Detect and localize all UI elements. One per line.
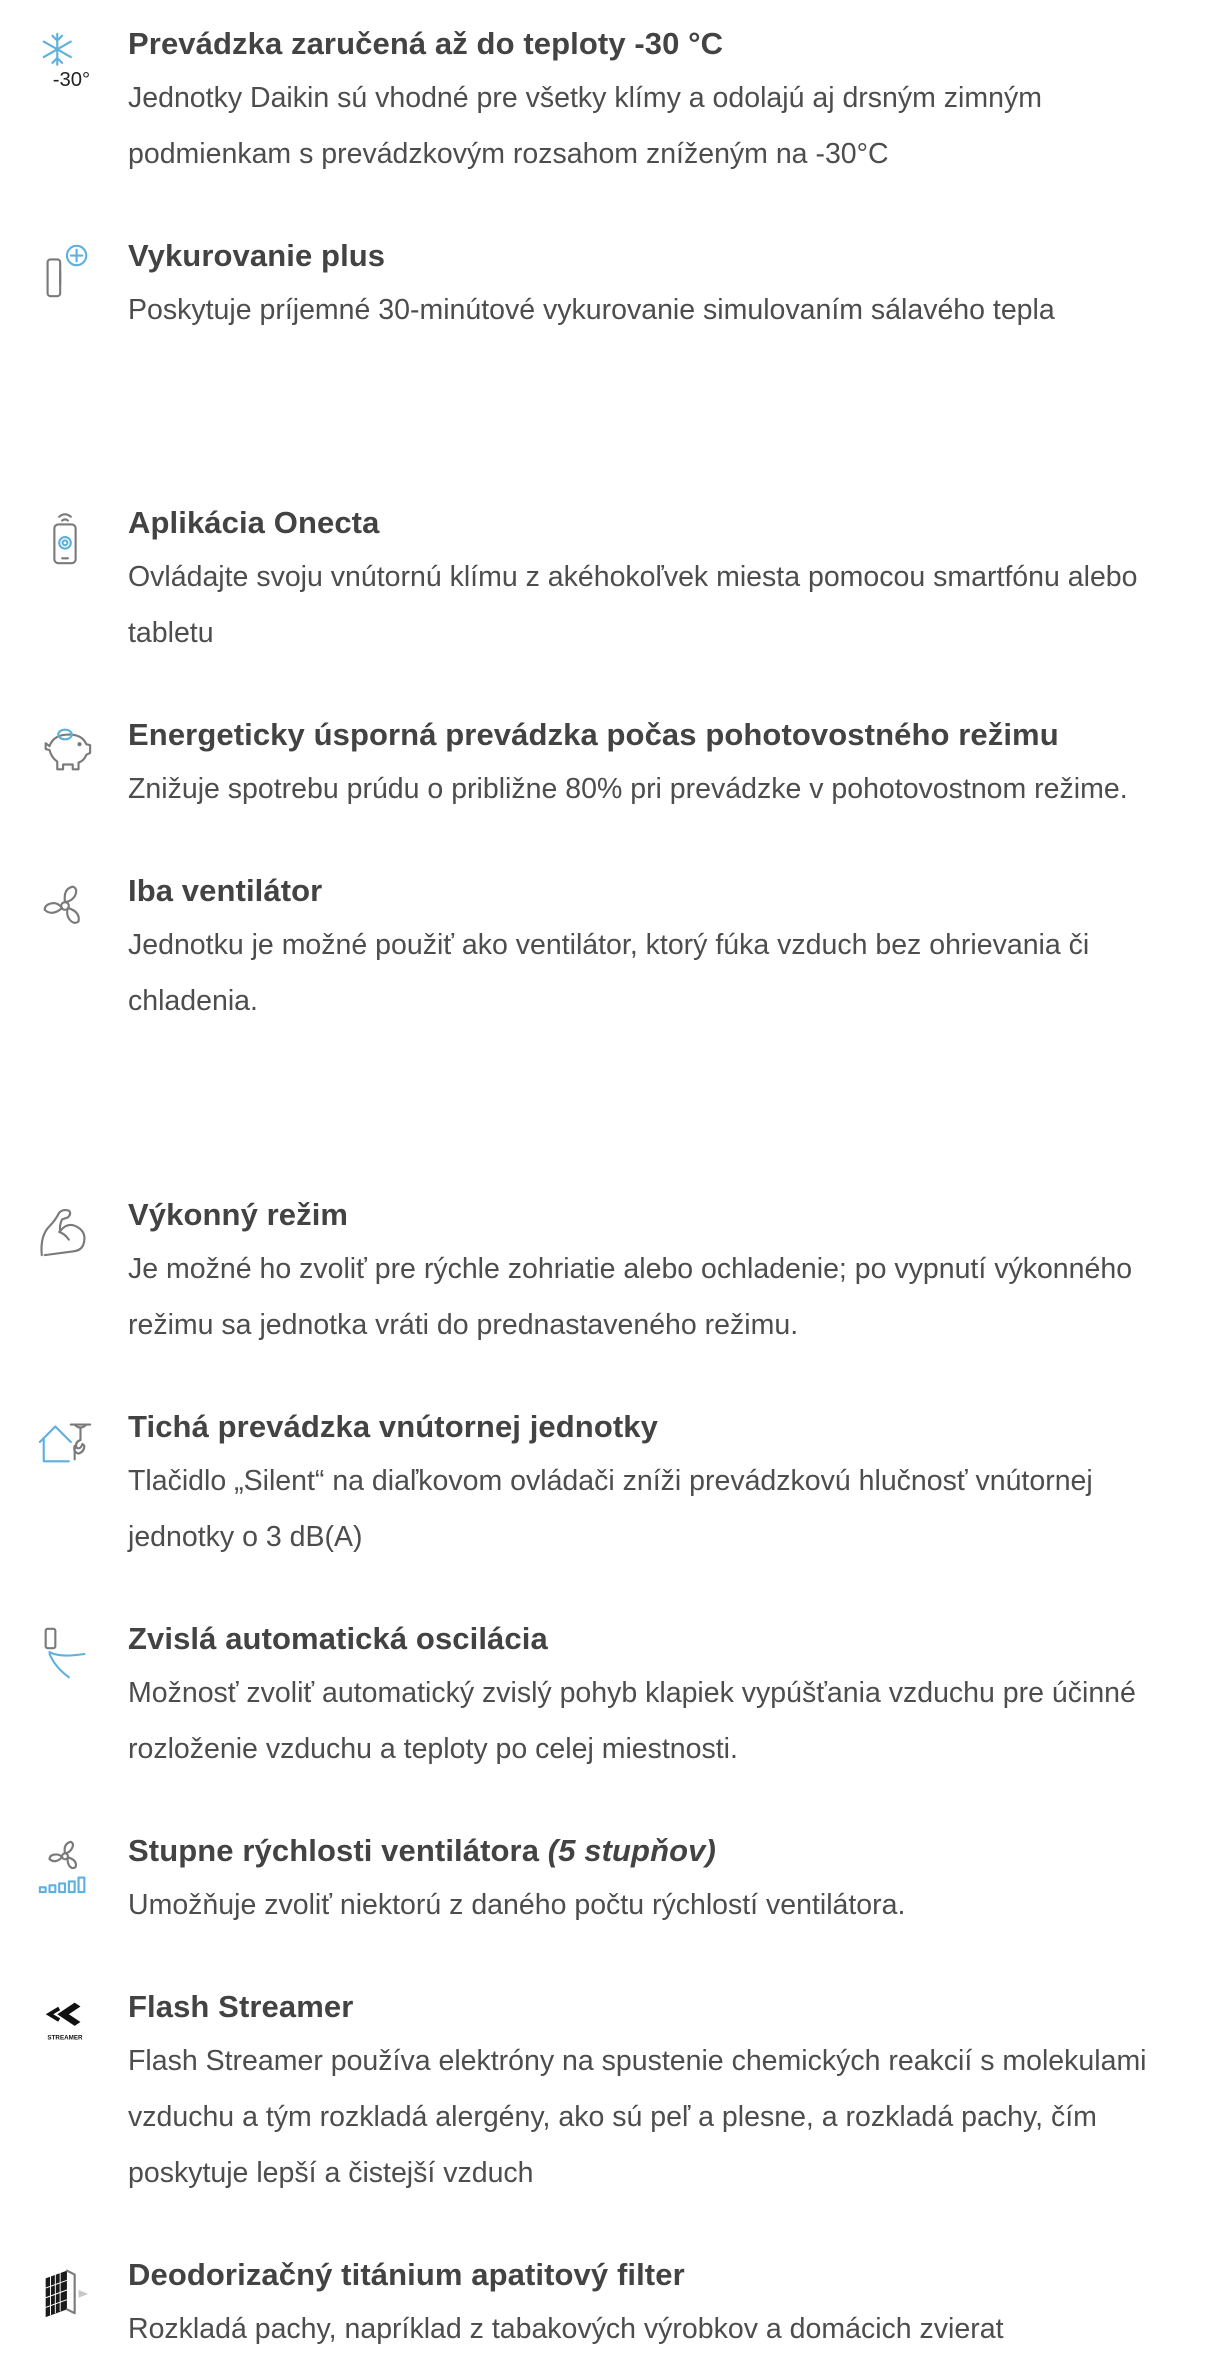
flexed-arm-icon: [34, 1199, 96, 1261]
feature-title: Flash Streamer: [128, 1989, 354, 2024]
feature-title: Iba ventilátor: [128, 873, 323, 908]
svg-text:-30°: -30°: [52, 69, 91, 92]
fan-icon: [34, 875, 96, 937]
feature-title: Zvislá automatická oscilácia: [128, 1621, 548, 1656]
feature-title-main: Stupne rýchlosti ventilátora: [128, 1833, 540, 1868]
feature-title: Aplikácia Onecta: [128, 505, 380, 540]
streamer-logo-icon: [34, 1991, 96, 2053]
feature-title: Deodorizačný titánium apatitový filter: [128, 2257, 685, 2292]
feature-description: Tlačidlo „Silent“ na diaľkovom ovládači zníži prevádzkovú hlučnosť vnútornej jednotky o 3 dB(A): [128, 1465, 1093, 1553]
feature-description: Ovládajte svoju vnútornú klímu z akéhokoľvek miesta pomocou smartfónu alebo tabletu: [128, 561, 1138, 649]
vertical-swing-icon: [34, 1623, 96, 1685]
silent-house-icon: [34, 1411, 96, 1473]
feature-title: [128, 1831, 1194, 1871]
feature-description: Poskytuje príjemné 30-minútové vykurovanie simulovaním sálavého tepla: [128, 294, 1055, 326]
feature-description: Umožňuje zvoliť niektorú z daného počtu rýchlostí ventilátora.: [128, 1889, 906, 1921]
feature-description: Jednotku je možné použiť ako ventilátor, ktorý fúka vzduch bez ohrievania či chladenia.: [128, 929, 1090, 1017]
svg-text:STREAMER: STREAMER: [47, 2034, 83, 2042]
heating-plus-icon: [34, 240, 96, 302]
feature-description: Je možné ho zvoliť pre rýchle zohriatie alebo ochladenie; po vypnutí výkonného režimu sa jednotka vráti do prednastaveného režimu.: [128, 1253, 1133, 1341]
fan-speed-steps-icon: [34, 1835, 96, 1897]
piggy-bank-icon: [34, 719, 96, 781]
feature-description: Jednotky Daikin sú vhodné pre všetky klímy a odolajú aj drsným zimným podmienkam s prevádzkovým rozsahom zníženým na -30°C: [128, 82, 1042, 170]
snowflake-minus30-icon: [34, 28, 96, 90]
feature-title: Vykurovanie plus: [128, 238, 386, 273]
smartphone-app-icon: [34, 507, 96, 569]
feature-title: Tichá prevádzka vnútornej jednotky: [128, 1409, 658, 1444]
feature-title: Výkonný režim: [128, 1197, 349, 1232]
filter-icon: [34, 2259, 96, 2321]
feature-description: Možnosť zvoliť automatický zvislý pohyb klapiek vypúšťania vzduchu pre účinné rozloženie vzduchu a teploty po celej miestnosti.: [128, 1677, 1136, 1765]
feature-description: Rozkladá pachy, napríklad z tabakových výrobkov a domácich zvierat: [128, 2313, 1004, 2345]
feature-description: Znižuje spotrebu prúdu o približne 80% pri prevádzke v pohotovostnom režime.: [128, 773, 1128, 805]
feature-description: Flash Streamer používa elektróny na spustenie chemických reakcií s molekulami vzduchu a tým rozkladá alergény, ako sú peľ a plesne, a rozkladá pachy, čím poskytuje lepší a čistejší vzduch: [128, 2045, 1147, 2189]
feature-title: Energeticky úsporná prevádzka počas pohotovostného režimu: [128, 717, 1059, 752]
feature-title-suffix: (5 stupňov): [547, 1833, 716, 1868]
feature-title: Prevádzka zaručená až do teploty -30 °C: [128, 26, 724, 61]
